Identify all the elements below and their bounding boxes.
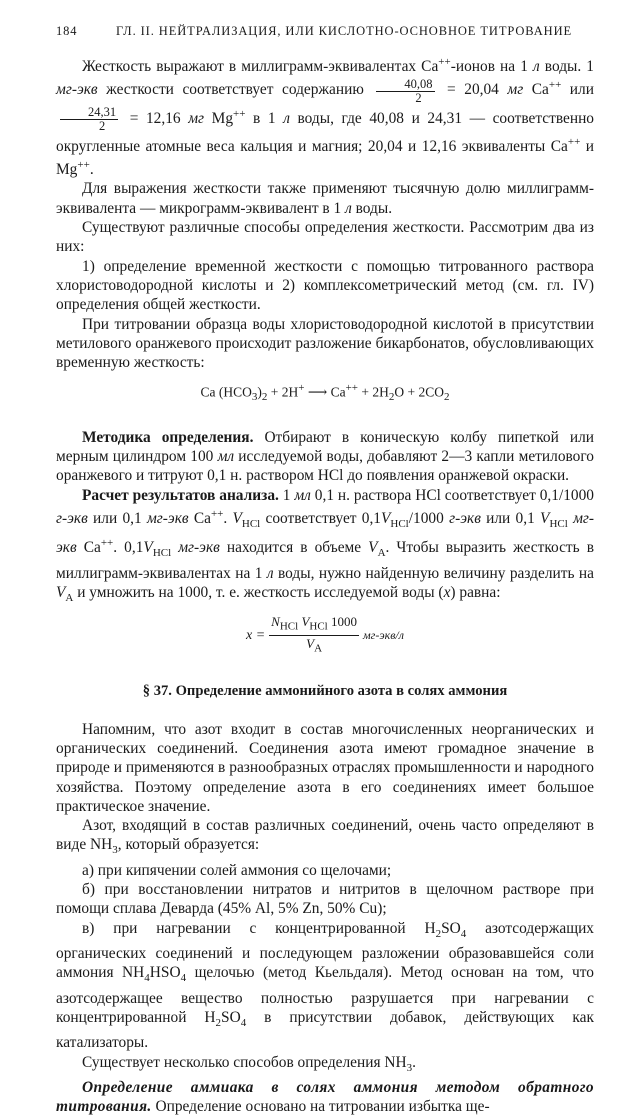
list-item-c: в) при нагревании с концентрированной $H_2SO_4$ азотсодержащих органических соединений и последующем разложении образовавшейся соли аммония $NH_4HSO_4$ щелочью (метод Кьельдаля). Метод основан на том, что азотсодержащее вещество полностью разрушается при нагревании с концентрированной $H_2SO_4$ в присутствии добавок, действующих как катализаторы. [56, 919, 594, 1052]
paragraph-calculation: Расчет результатов анализа. 1 мл 0,1 н. раствора HCl соответствует 0,1/1000 г-экв или 0,1 мг-экв Ca++. $V_{HCl}$ соответствует $0,1V_{HCl}/1000$ г-экв или 0,1 $V_{HCl}$ мг-экв Ca++. $0,1V_{HCl}$ мг-экв находится в объеме $V_A$. Чтобы выразить жесткость в миллиграмм-эквивалентах на 1 л воды, нужно найденную величину разделить на $V_A$ и умножить на 1000, т. е. жесткость исследуемой воды (x) равна: [56, 486, 595, 605]
running-header [56, 24, 594, 39]
page-number: 184 [56, 24, 78, 38]
paragraph-back-titration: Определение аммиака в солях аммония методом обратного титрования. Определение основано на титровании избытка ще- [56, 1079, 594, 1116]
list-item-b: б) при восстановлении нитратов и нитритов в щелочном растворе при помощи сплава Деварда (45% Al, 5% Zn, 50% Cu); [56, 881, 594, 918]
fraction-calcium: $\frac{40,08}{2}$ [376, 78, 434, 105]
calculation-heading: Расчет результатов анализа. [82, 486, 279, 504]
formula-fraction: $\frac{N_{HCl} V_{HCl} 1000}{V_A}$ [271, 614, 357, 655]
paragraph-several-methods: Существует несколько способов определения $NH_3$. [82, 1053, 416, 1074]
chapter-title: ГЛ. II. НЕЙТРАЛИЗАЦИЯ, ИЛИ КИСЛОТНО-ОСНОВНОЕ ТИТРОВАНИЕ [116, 24, 573, 38]
paragraph-titration: При титровании образца воды хлористоводородной кислотой в присутствии метилового оранжевого происходит разложение бикарбонатов, обусловливающих временную жесткость: [56, 315, 594, 372]
procedure-heading: Методика определения. [82, 428, 254, 446]
paragraph-procedure: Методика определения. Отбирают в коническую колбу пипеткой или мерным цилиндром 100 мл исследуемой воды, добавляют 2—3 капли метилового оранжевого и титруют 0,1 н. раствором HCl до появления оранжевой окраски. [56, 428, 594, 485]
paragraph-nitrogen-forms: Азот, входящий в состав различных соединений, очень часто определяют в виде $NH_3$, который образуется: [56, 817, 594, 857]
paragraph-nitrogen-intro: Напомним, что азот входит в состав многочисленных неорганических и органических соединений. Соединения азота имеют громадное значение в природе и применяются в разнообразных отраслях промышленности и народного хозяйства. Поэтому определение азота в его соединениях имеет большое практическое значение. [56, 720, 594, 815]
list-item-a: а) при кипячении солей аммония со щелочами; [82, 861, 392, 879]
back-titration-heading: Определение аммиака в солях аммония методом обратного титрования. [56, 1079, 594, 1116]
paragraph-microgram: Для выражения жесткости также применяют тысячную долю миллиграмм-эквивалента — микрограмм-эквивалент в 1 л воды. [56, 180, 594, 217]
paragraph-methods-list: 1) определение временной жесткости с помощью титрованного раствора хлористоводородной кислоты и 2) комплексометрический метод (см. гл. IV) определения общей жесткости. [56, 257, 594, 314]
section-heading: § 37. Определение аммонийного азота в солях аммония [142, 682, 508, 699]
paragraph-methods-intro: Существуют различные способы определения жесткости. Рассмотрим два из них: [56, 219, 594, 256]
hardness-formula: x = $\frac{N_{HCl} V_{HCl} 1000}{V_A}$ мг-экв/л [246, 614, 404, 655]
formula-unit: мг-экв/л [362, 628, 404, 643]
paragraph-hardness-units: Жесткость выражают в миллиграмм-эквивалентах Ca++-ионов на 1 л воды. 1 мг-экв жесткости соответствует содержанию $\frac{40,08}{2}$ = 20,04 мг Ca++ или $\frac{24,31}{2}$ = 12,16 мг Mg++ в 1 л воды, где 40,08 и 24,31 — соответственно округленные атомные веса кальция и магния; 20,04 и 12,16 эквиваленты Ca++ и Mg++. [56, 56, 595, 179]
fraction-magnesium: $\frac{24,31}{2}$ [60, 106, 118, 133]
reaction-equation: Ca $(HCO_3)_2 + 2H^+$ ⟶ $Ca^{++} + 2H_2O + 2CO_2$ [200, 382, 450, 404]
